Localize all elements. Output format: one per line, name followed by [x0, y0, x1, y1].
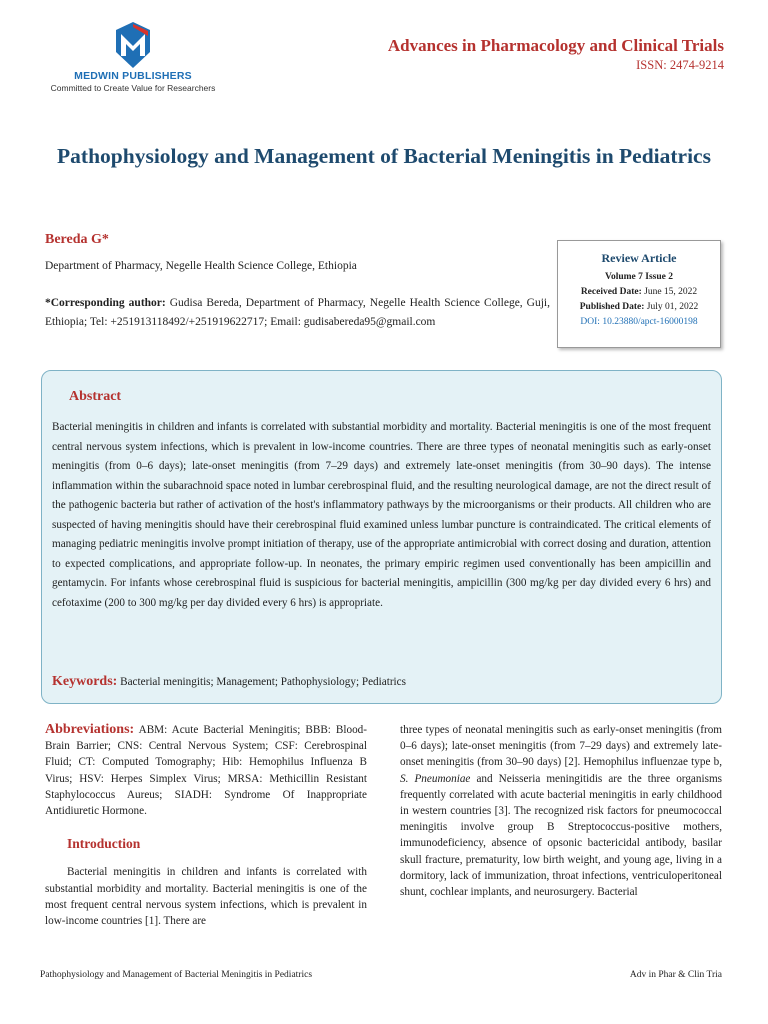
- right-column-text-1: three types of neonatal meningitis such as early-onset meningitis (from 0–6 days); late-onset meningitis (from 7–29 days) and extremely late-onset meningitis (from 30–90 days) [2]. Hemophilus influenzae type b,: [400, 724, 722, 769]
- received-date: June 15, 2022: [644, 287, 698, 297]
- publisher-name: MEDWIN PUBLISHERS: [74, 70, 192, 82]
- journal-name: Advances in Pharmacology and Clinical Trials: [387, 36, 724, 55]
- body-column-right: [400, 722, 722, 900]
- footer-journal: Adv in Phar & Clin Tria: [629, 970, 722, 980]
- corresponding-label: *Corresponding author:: [45, 297, 166, 309]
- introduction-paragraph: Bacterial meningitis in children and infants is correlated with substantial morbidity and mortality. Bacterial meningitis is one of the most frequent central nervous system infections, which is prevalent in low-income countries [1]. There are: [45, 866, 367, 928]
- article-author: Bereda G*: [45, 232, 109, 247]
- right-column-italic: S. Pneumoniae: [400, 772, 471, 785]
- received-label: Received Date:: [580, 287, 642, 297]
- abbreviations-label: Abbreviations:: [45, 722, 135, 737]
- keywords: [52, 674, 406, 690]
- publisher-tagline: Committed to Create Value for Researchers: [50, 83, 216, 93]
- journal-header: [388, 36, 724, 73]
- abstract-heading: Abstract: [69, 389, 122, 404]
- author-affiliation: Department of Pharmacy, Negelle Health Science College, Ethiopia: [45, 260, 357, 272]
- published-label: Published Date:: [579, 302, 645, 312]
- article-type: Review Article: [601, 251, 677, 265]
- introduction-heading: Introduction: [67, 836, 141, 852]
- published-date: July 01, 2022: [646, 302, 699, 312]
- article-title: Pathophysiology and Management of Bacterial Meningitis in Pediatrics: [57, 144, 711, 168]
- keywords-text: Bacterial meningitis; Management; Pathophysiology; Pediatrics: [120, 676, 406, 688]
- volume-issue: Volume 7 Issue 2: [604, 272, 673, 282]
- corresponding-author: [45, 294, 550, 332]
- journal-issn: ISSN: 2474-9214: [636, 58, 724, 72]
- abbreviations-text: ABM: Acute Bacterial Meningitis; BBB: Blood-Brain Barrier; CNS: Central Nervous System; CSF: Cerebrospinal Fluid; CT: Computed Tomography; Hib: Hemophilus Influenza B Virus; HSV: Herpes Simplex Virus; MRSA: Methicillin Resistant Staphylococcus Aureus; SIADH: Syndrome Of Inappropriate Antidiuretic Hormone.: [45, 724, 367, 818]
- footer-title: Pathophysiology and Management of Bacterial Meningitis in Pediatrics: [40, 970, 313, 980]
- abbreviations: [45, 722, 367, 819]
- doi-link[interactable]: DOI: 10.23880/apct-16000198: [580, 317, 698, 327]
- corresponding-text: Gudisa Bereda, Department of Pharmacy, Negelle Health Science College, Guji, Ethiopia; Tel: +251913118492/+251919622717; Email: gudisabereda95@gmail.com: [45, 297, 551, 328]
- body-column-left: [45, 722, 367, 929]
- right-column-text-2: and Neisseria meningitidis are the three organisms frequently correlated with acute bacterial meningitis in early childhood in western countries [3]. The recognized risk factors for pneumococcal meningitis involve group B Streptococcus-positive mothers, immunodeficiency, absence of opsonic bactericidal antibody, basilar skull fracture, prematurity, low birth weight, and young age, living in a dormitory, lack of immunization, throat infections, ventriculoperitoneal shunt, cochlear implants, and neurosurgery. Bacterial: [400, 772, 722, 899]
- medwin-logo-icon: [112, 22, 154, 68]
- abstract-text: Bacterial meningitis in children and infants is correlated with substantial morbidity and mortality. Bacterial meningitis is one of the most frequent central nervous system infections, which is prevalent in low-income countries. There are three types of neonatal meningitis such as early-onset meningitis (from 0–6 days); late-onset meningitis (from 7–29 days) and extremely late-onset meningitis (from 30–90 days). The intense inflammation within the subarachnoid space noted in lumbar cerebrospinal fluid, and the resulting neurological damage, are not the direct result of the pathogenic bacteria but rather of activation of the host's inflammatory pathways by the microorganisms or their products. All children who are suspected of having meningitis should have their cerebrospinal fluid examined unless lumbar puncture is contraindicated. The critical elements of managing pediatric meningitis involve prompt initiation of therapy, use of the appropriate antimicrobial with correct dosing and duration, attention to expected complications, and appropriate follow-up. In neonates, the primary empiric regimen used conventionally has been ampicillin and gentamycin. For infants whose cerebrospinal fluid is suspicious for bacterial meningitis, ampicillin (300 mg/kg per day divided every 6 hrs) and cefotaxime (200 to 300 mg/kg per day divided every 6 hrs) is appropriate.: [52, 421, 711, 609]
- abstract-box: [41, 370, 722, 704]
- publisher-logo: [38, 22, 228, 93]
- keywords-label: Keywords:: [52, 674, 118, 689]
- article-info-box: [557, 240, 721, 348]
